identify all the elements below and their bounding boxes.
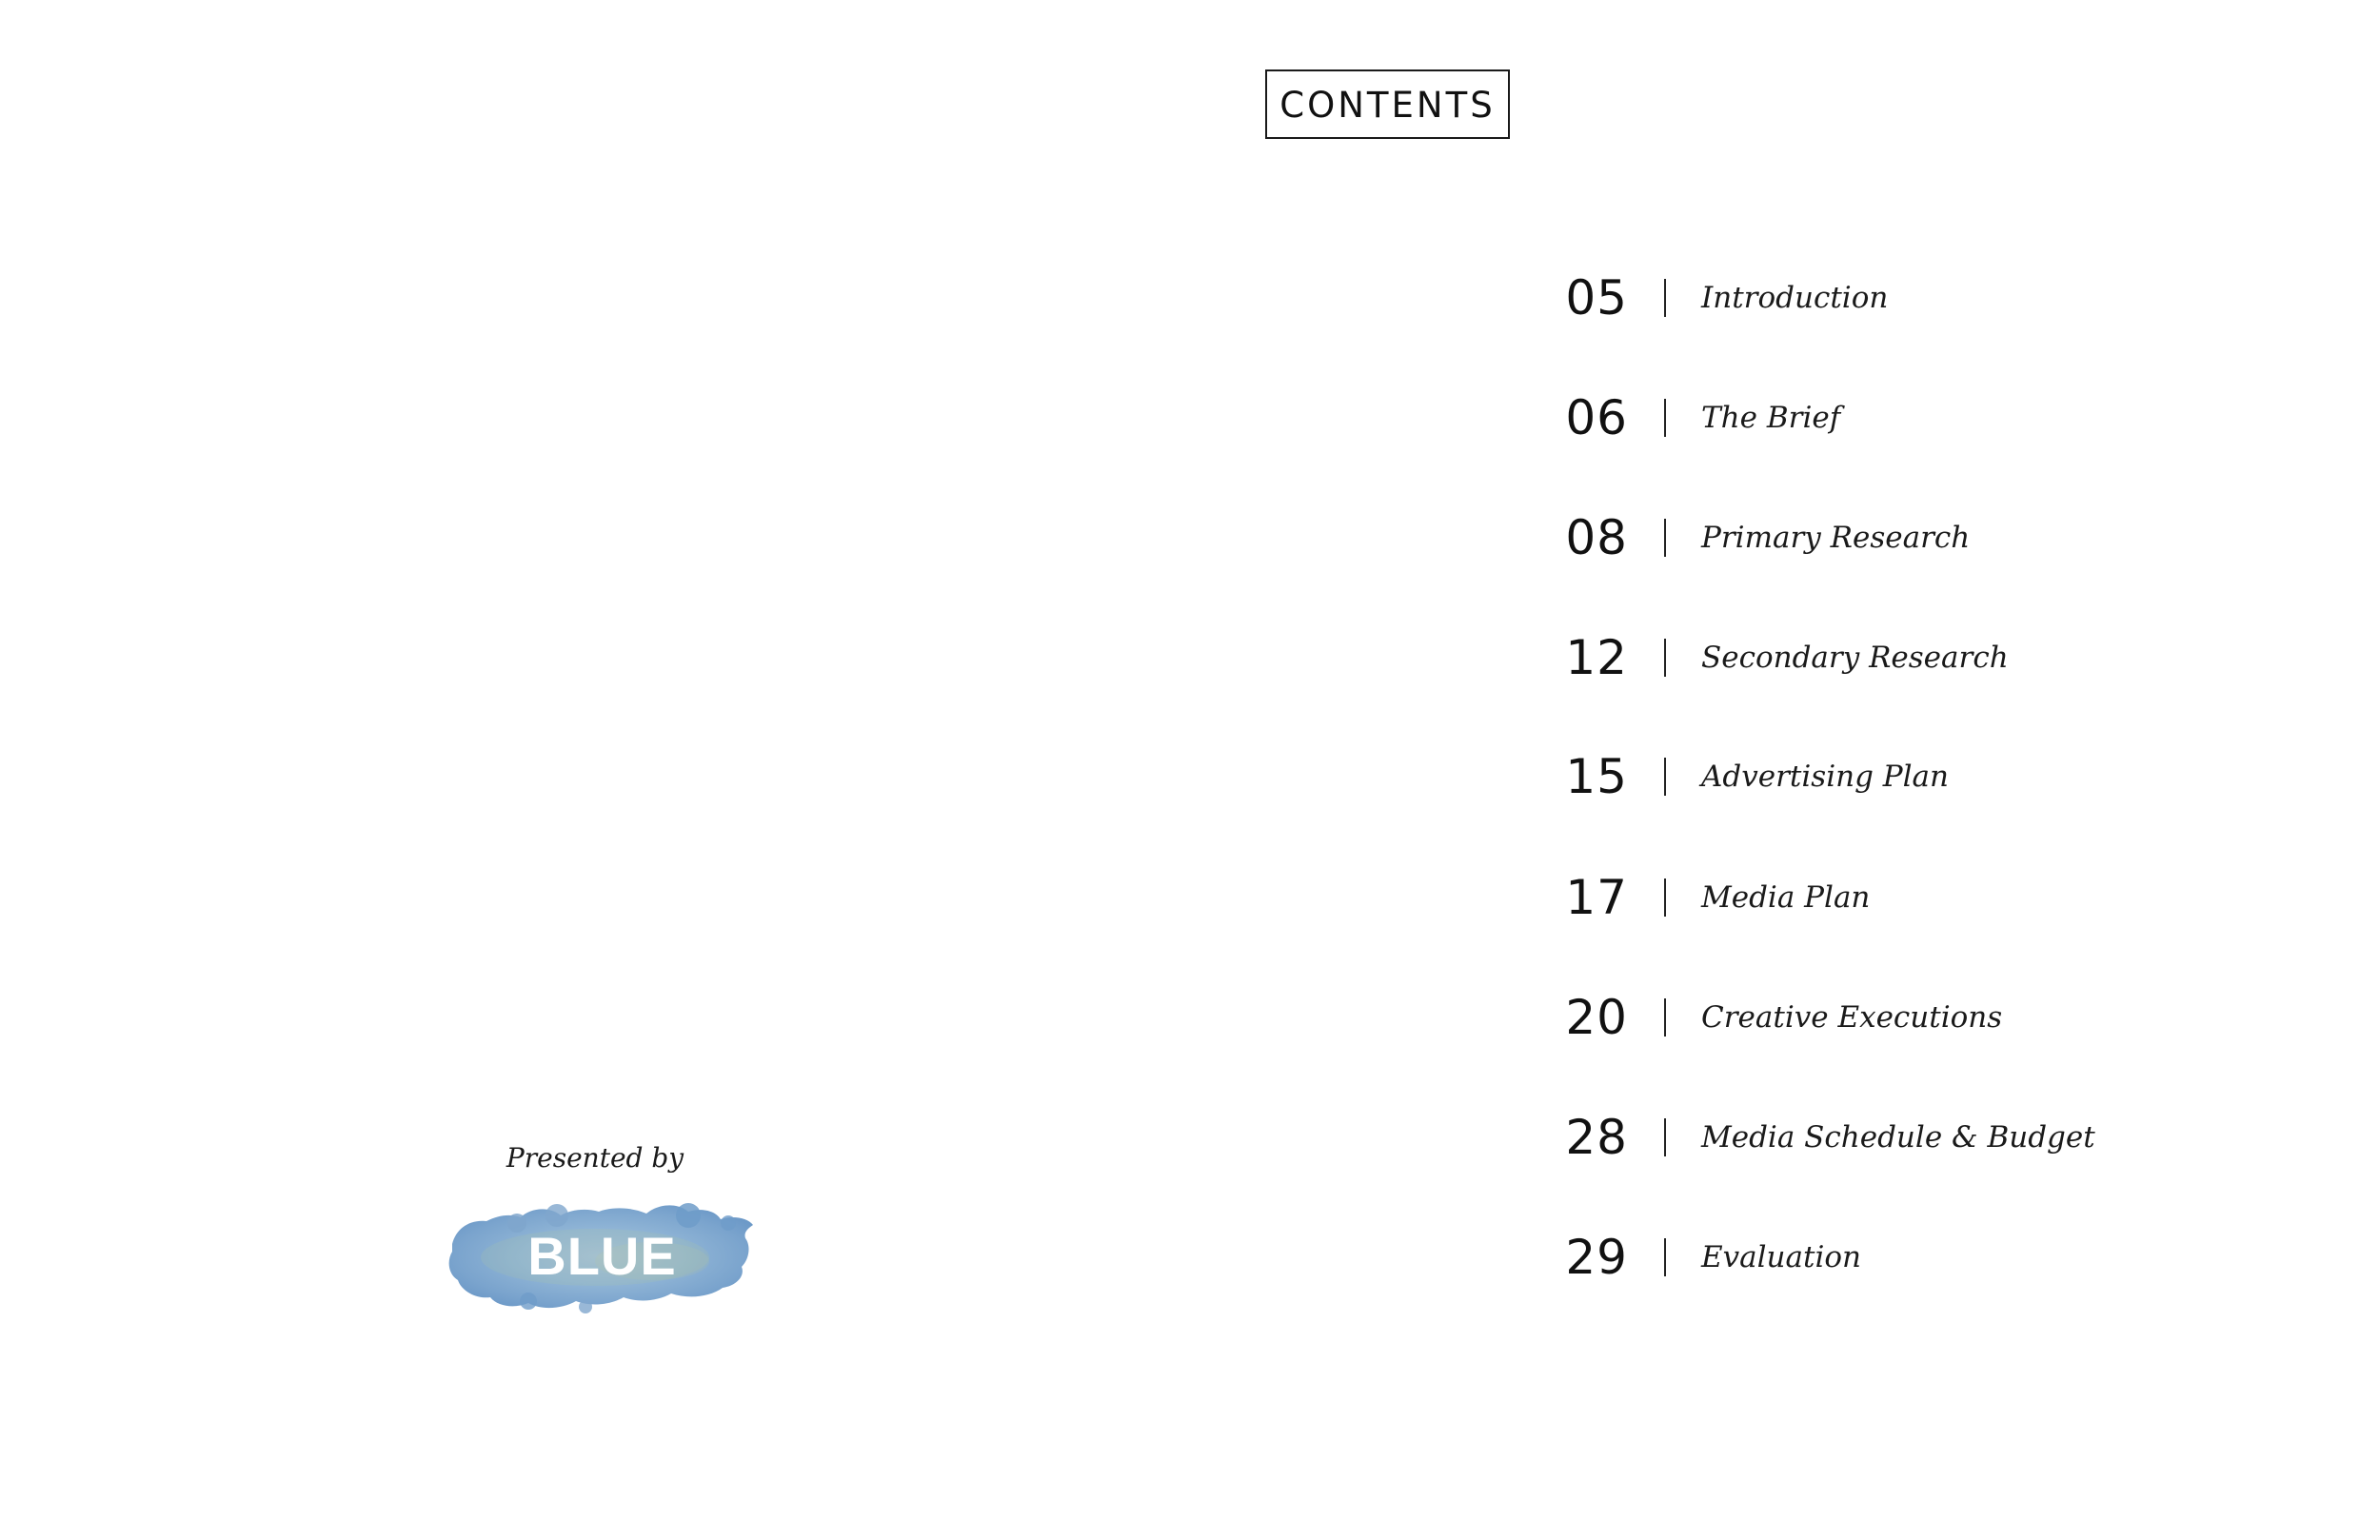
toc-separator bbox=[1664, 639, 1666, 677]
toc-separator bbox=[1664, 519, 1666, 557]
toc-separator bbox=[1664, 399, 1666, 437]
toc-entry[interactable] bbox=[1542, 1229, 2266, 1286]
toc-entry[interactable] bbox=[1542, 629, 2266, 686]
toc-page-number: 17 bbox=[1565, 870, 1628, 925]
toc-page-number: 15 bbox=[1565, 749, 1628, 804]
table-of-contents bbox=[1542, 0, 2380, 1540]
page-title: CONTENTS bbox=[1279, 85, 1496, 126]
toc-entry[interactable] bbox=[1542, 1109, 2266, 1166]
toc-page-number: 06 bbox=[1565, 390, 1628, 445]
toc-separator bbox=[1664, 1238, 1666, 1276]
blue-logo bbox=[443, 1194, 762, 1318]
toc-section-title: Creative Executions bbox=[1701, 1000, 2003, 1035]
toc-separator bbox=[1664, 879, 1666, 917]
toc-entry[interactable] bbox=[1542, 269, 2266, 326]
toc-separator bbox=[1664, 758, 1666, 796]
toc-entry[interactable] bbox=[1542, 989, 2266, 1046]
toc-page-number: 28 bbox=[1565, 1110, 1628, 1165]
toc-separator bbox=[1664, 1118, 1666, 1156]
toc-section-title: Evaluation bbox=[1701, 1240, 1861, 1274]
toc-entry[interactable] bbox=[1542, 748, 2266, 805]
toc-section-title: The Brief bbox=[1701, 401, 1841, 435]
toc-page-number: 20 bbox=[1565, 990, 1628, 1045]
toc-section-title: Primary Research bbox=[1701, 521, 1971, 555]
toc-section-title: Media Plan bbox=[1701, 880, 1871, 915]
toc-section-title: Introduction bbox=[1701, 281, 1889, 315]
toc-page-number: 29 bbox=[1565, 1230, 1628, 1285]
toc-entry[interactable] bbox=[1542, 869, 2266, 926]
toc-page-number: 05 bbox=[1565, 270, 1628, 326]
toc-entry[interactable] bbox=[1542, 509, 2266, 566]
toc-page-number: 12 bbox=[1565, 630, 1628, 685]
logo-wordmark: BLUE bbox=[527, 1226, 677, 1286]
toc-entry[interactable] bbox=[1542, 389, 2266, 446]
toc-section-title: Secondary Research bbox=[1701, 641, 2009, 675]
presented-by-caption: Presented by bbox=[506, 1142, 684, 1174]
toc-separator bbox=[1664, 279, 1666, 317]
toc-separator bbox=[1664, 998, 1666, 1037]
toc-section-title: Media Schedule & Budget bbox=[1701, 1120, 2095, 1155]
toc-section-title: Advertising Plan bbox=[1701, 760, 1949, 794]
contents-title-box bbox=[1265, 69, 1510, 139]
toc-page-number: 08 bbox=[1565, 510, 1628, 565]
